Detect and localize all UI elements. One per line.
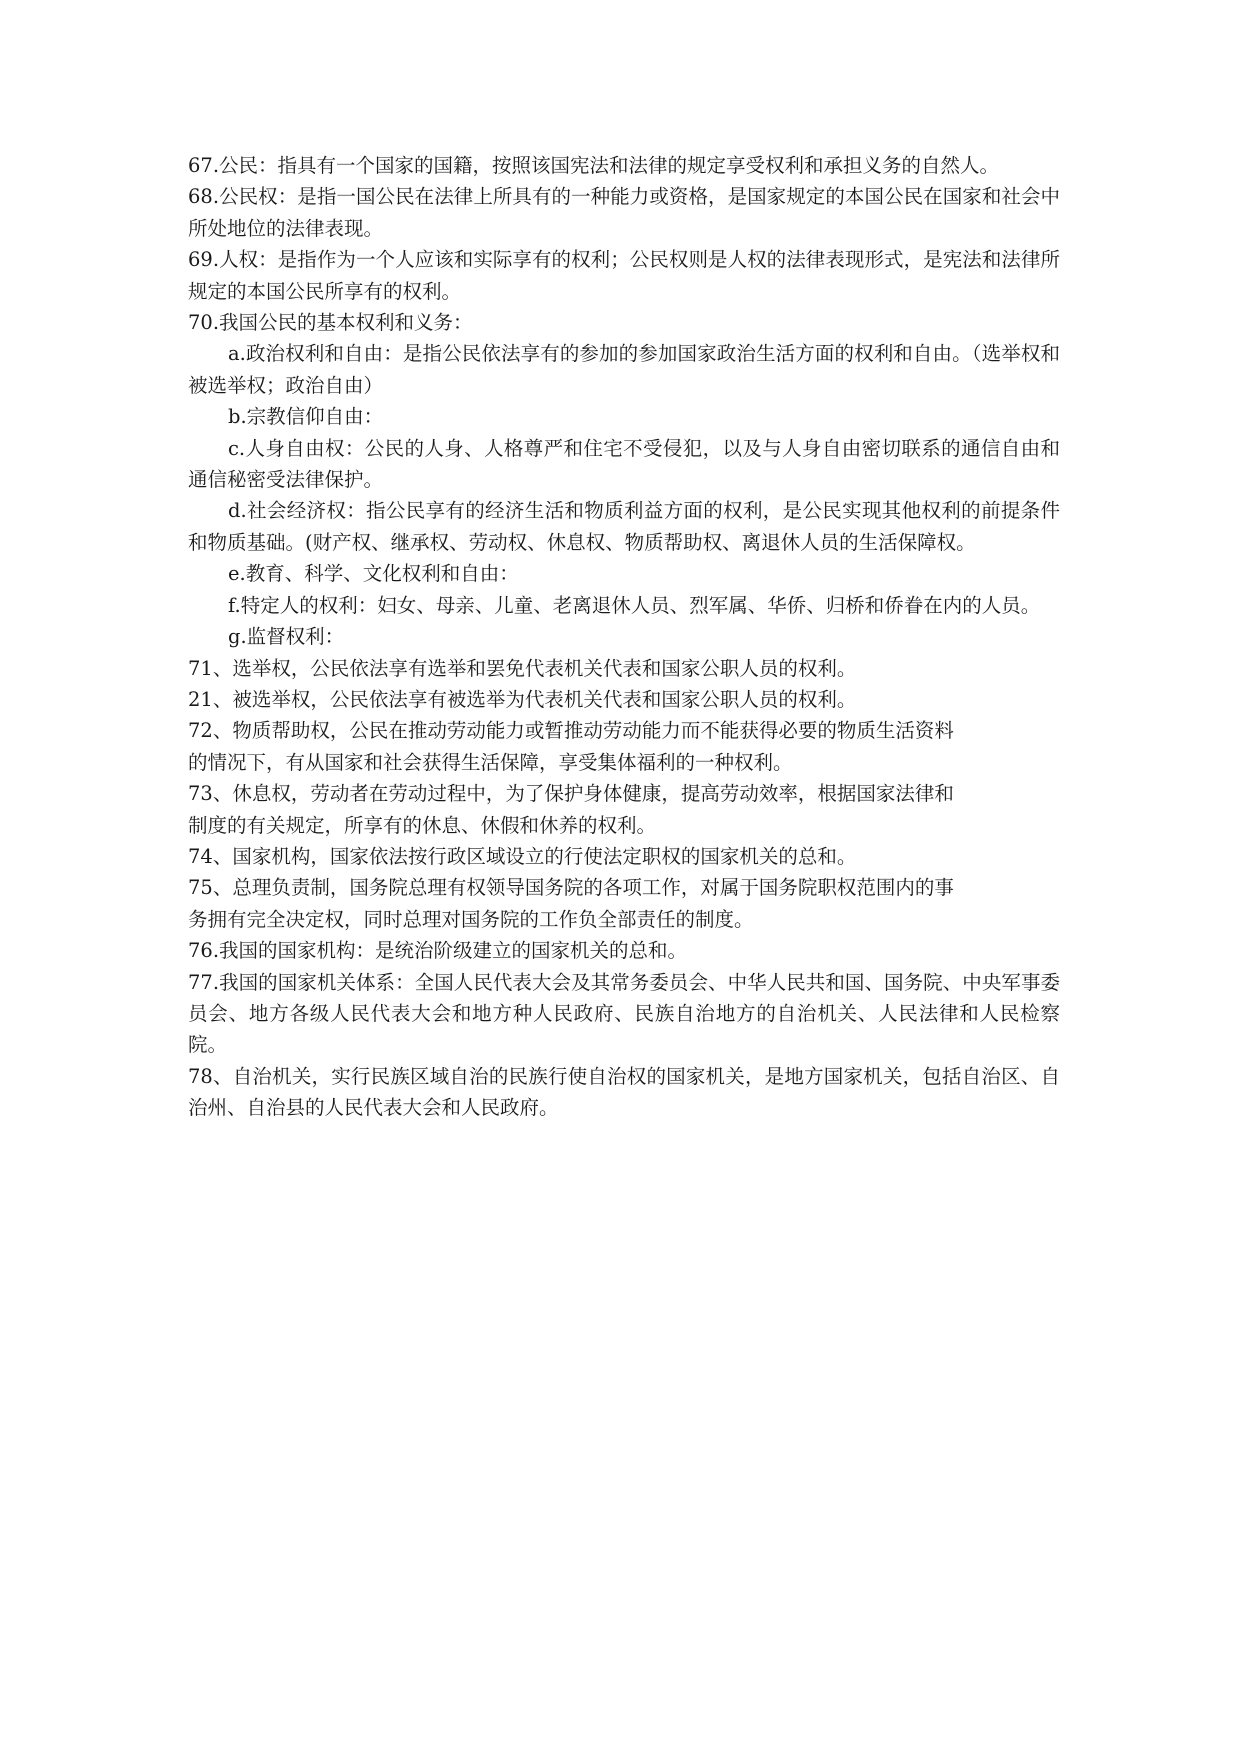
paragraph-71: 71、选举权，公民依法享有选举和罢免代表机关代表和国家公职人员的权利。 [188, 656, 857, 680]
paragraph-74: 74、国家机构，国家依法按行政区域设立的行使法定职权的国家机关的总和。 [188, 844, 857, 868]
paragraph-73: 73、休息权，劳动者在劳动过程中，为了保护身体健康，提高劳动效率，根据国家法律和制度的有关规定，所享有的休息、休假和休养的权利。 [188, 782, 954, 837]
paragraph-68: 68.公民权：是指一国公民在法律上所具有的一种能力或资格，是国家规定的本国公民在国家和社会中所处地位的法律表现。 [188, 185, 1060, 240]
sub-item-c: c.人身自由权：公民的人身、人格尊严和住宅不受侵犯，以及与人身自由密切联系的通信自由和通信秘密受法律保护。 [188, 436, 1060, 492]
paragraph-69: 69.人权：是指作为一个人应该和实际享有的权利；公民权则是人权的法律表现形式，是宪法和法律所规定的本国公民所享有的权利。 [188, 248, 1060, 303]
sub-item-b: b.宗教信仰自由： [228, 405, 384, 429]
sub-item-e: e.教育、科学、文化权利和自由： [228, 562, 519, 586]
paragraph-72: 72、物质帮助权，公民在推动劳动能力或暂推动劳动能力而不能获得必要的物质生活资料的情况下，有从国家和社会获得生活保障，享受集体福利的一种权利。 [188, 719, 954, 774]
sub-item-f: f.特定人的权利：妇女、母亲、儿童、老离退休人员、烈军属、华侨、归桥和侨眷在内的人员。 [228, 593, 1041, 617]
paragraph-75: 75、总理负责制，国务院总理有权领导国务院的各项工作，对属于国务院职权范围内的事务拥有完全决定权，同时总理对国务院的工作负全部责任的制度。 [188, 876, 954, 931]
sub-item-d: d.社会经济权：指公民享有的经济生活和物质利益方面的权利，是公民实现其他权利的前提条件和物质基础。(财产权、继承权、劳动权、休息权、物质帮助权、离退休人员的生活保障权。 [188, 499, 1060, 554]
document-body [188, 150, 1060, 1124]
sub-item-g: g.监督权利： [228, 625, 345, 649]
paragraph-70: 70.我国公民的基本权利和义务： [188, 311, 473, 335]
sub-item-a: a.政治权利和自由：是指公民依法享有的参加的参加国家政治生活方面的权利和自由。（选举权和被选举权；政治自由） [188, 342, 1060, 397]
paragraph-77: 77.我国的国家机关体系：全国人民代表大会及其常务委员会、中华人民共和国、国务院、中央军事委员会、地方各级人民代表大会和地方种人民政府、民族自治地方的自治机关、人民法律和人民检察院。 [188, 970, 1060, 1057]
paragraph-78: 78、自治机关，实行民族区域自治的民族行使自治权的国家机关，是地方国家机关，包括自治区、自治州、自治县的人民代表大会和人民政府。 [188, 1064, 1060, 1120]
paragraph-76: 76.我国的国家机构：是统治阶级建立的国家机关的总和。 [188, 939, 688, 963]
paragraph-21: 21、被选举权，公民依法享有被选举为代表机关代表和国家公职人员的权利。 [188, 687, 857, 711]
paragraph-67: 67.公民：指具有一个国家的国籍，按照该国宪法和法律的规定享受权利和承担义务的自然人。 [188, 154, 1000, 177]
